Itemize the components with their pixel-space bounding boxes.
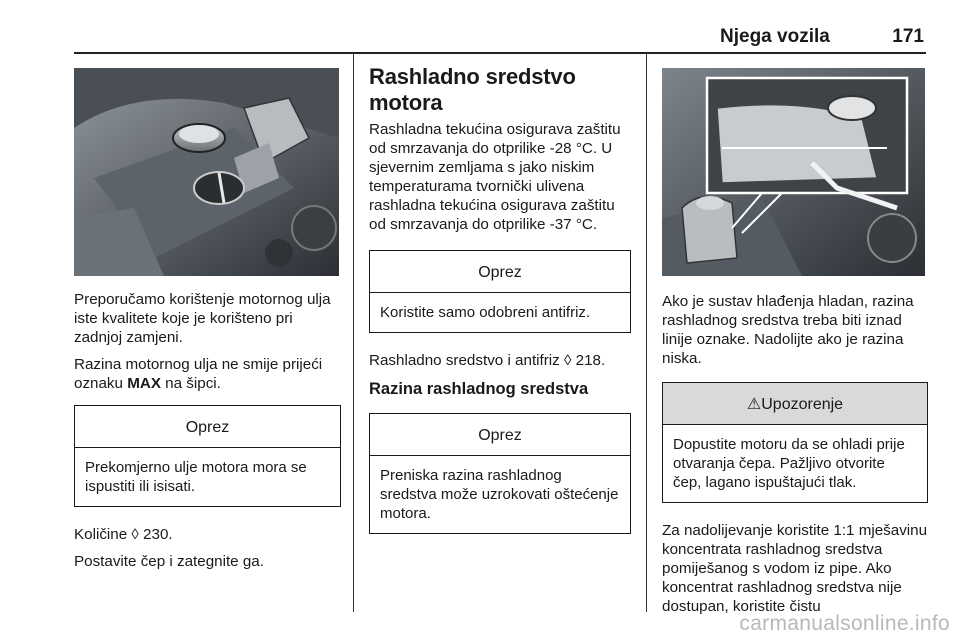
column-divider-2 (646, 54, 647, 612)
paragraph-coolant-protection: Rashladna tekućina osigurava zaštitu od smrzavanja do otprilike -28 °C. U sjevernim zemljama s jako niskim temperaturama tvornički ulivena rashladna tekućina osigurava zaštitu od smrzavanja do otprilike -37 °C. (369, 121, 621, 233)
caution-text: Prekomjerno ulje motora mora se ispustiti ili isisati. (85, 459, 307, 495)
paragraph-oil-level (74, 355, 341, 393)
oil-level-text-end: na šipci. (160, 375, 221, 392)
warning-title: Upozorenje (761, 396, 844, 413)
engine-oil-illustration (74, 68, 339, 276)
right-column (662, 292, 928, 624)
warning-text: Dopustite motoru da se ohladi prije otvaranja čepa. Pažljivo otvorite čep, lagano ispuštajući tlak. (673, 436, 905, 491)
caution-box-oil (74, 405, 341, 507)
subheading-coolant-level: Razina rashladnog sredstva (369, 380, 589, 398)
page-title: Njega vozila (720, 26, 830, 47)
paragraph-coolant-mix: Za nadolijevanje koristite 1:1 mješavinu koncentrata rashladnog sredstva pomiješanog s vodom iz pipe. Ako koncentrat rashladnog sredstva nije dostupan, koristite čistu (662, 522, 928, 615)
paragraph-coolant-cold: Ako je sustav hlađenja hladan, razina rashladnog sredstva treba biti iznad linije oznake. Nadolijte ako je razina niska. (662, 293, 914, 367)
max-label: MAX (127, 375, 161, 392)
caution-text: Preniska razina rashladnog sredstva može uzrokovati oštećenje motora. (380, 467, 619, 522)
oil-level-text: Razina motornog ulja ne smije prijeći oznaku (74, 356, 323, 392)
page-number: 171 (892, 26, 924, 47)
coolant-page-ref[interactable]: 218. (571, 352, 606, 369)
caution-title: Oprez (370, 251, 630, 293)
caution-text: Koristite samo odobreni antifriz. (380, 304, 591, 321)
warning-icon: ⚠ (746, 396, 762, 413)
coolant-reservoir-photo (662, 68, 925, 276)
caution-title: Oprez (75, 406, 340, 448)
middle-column (369, 64, 631, 552)
page-header (720, 26, 924, 52)
reference-arrow-icon: ◊ (131, 526, 139, 543)
quantities-page-ref[interactable]: 230. (138, 526, 173, 543)
paragraph-oil-quality: Preporučamo korištenje motornog ulja iste kvalitete koje je korišteno pri zadnjoj zamjeni. (74, 291, 331, 346)
warning-header (663, 383, 927, 425)
caution-box-coolant-level (369, 413, 631, 534)
header-rule (74, 52, 926, 54)
warning-box (662, 382, 928, 503)
section-heading-coolant: Rashladno sredstvo motora (369, 64, 576, 115)
coolant-reservoir-illustration (662, 68, 925, 276)
quantities-text: Količine (74, 526, 132, 543)
paragraph-cap: Postavite čep i zategnite ga. (74, 553, 264, 570)
engine-oil-photo (74, 68, 339, 276)
left-column (74, 290, 341, 579)
caution-box-antifreeze (369, 250, 631, 333)
reference-arrow-icon: ◊ (564, 352, 572, 369)
paragraph-coolant-ref (369, 351, 631, 370)
column-divider-1 (353, 54, 354, 612)
watermark: carmanualsonline.info (739, 612, 950, 635)
caution-title: Oprez (370, 414, 630, 456)
paragraph-quantities (74, 525, 341, 544)
coolant-ref-text: Rashladno sredstvo i antifriz (369, 352, 564, 369)
